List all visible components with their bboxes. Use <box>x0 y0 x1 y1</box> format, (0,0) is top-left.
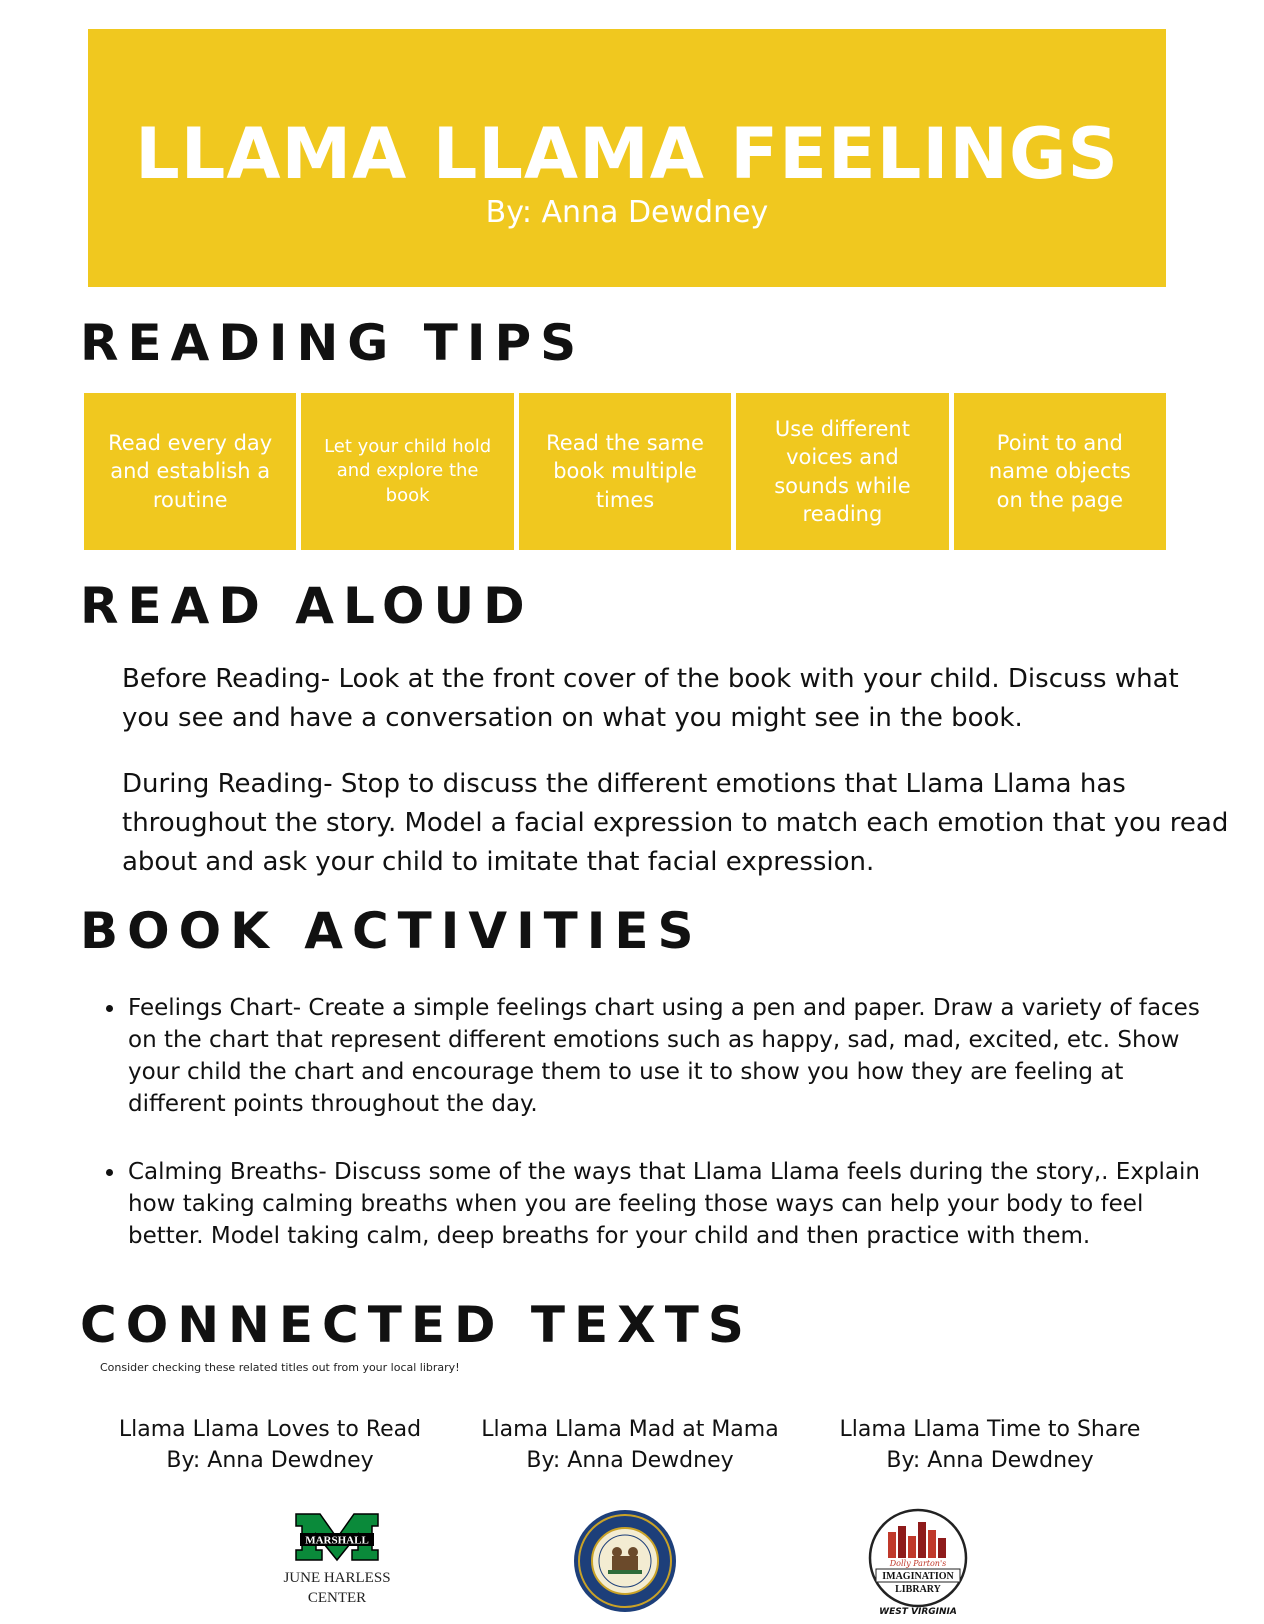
imagination-library-logo <box>866 1506 970 1620</box>
svg-text:CENTER: CENTER <box>307 1590 367 1606</box>
svg-text:MARSHALL: MARSHALL <box>305 1534 369 1547</box>
marshall-m-icon <box>282 1508 392 1618</box>
tip-card: Let your child hold and explore the book <box>301 393 513 550</box>
marshall-june-harless-logo <box>282 1508 392 1618</box>
list-item: Feelings Chart- Create a simple feelings chart using a pen and paper. Draw a variety of faces on the chart that represent different emotions such as happy, sad, mad, excited, etc. Show your child the chart and encourage them to use it to show you how they are feeling at different points throughout the day. <box>100 992 1200 1120</box>
book-activities-heading: BOOK ACTIVITIES <box>80 902 703 960</box>
page-author: By: Anna Dewdney <box>485 195 769 230</box>
svg-text:Dolly Parton's: Dolly Parton's <box>889 1559 947 1568</box>
tip-card: Read every day and establish a routine <box>84 393 296 550</box>
connected-texts-note: Consider checking these related titles out from your local library! <box>100 1361 460 1374</box>
title-banner <box>88 29 1166 287</box>
during-reading-paragraph: During Reading- Stop to discuss the different emotions that Llama Llama has throughout the story. Model a facial expression to match each emotion that you read about and ask your child to imitate that facial expression. <box>122 769 1229 877</box>
book-title: Llama Llama Time to Share <box>839 1417 1141 1442</box>
wv-department-of-education-seal <box>572 1508 678 1614</box>
book-title: Llama Llama Loves to Read <box>118 1417 422 1442</box>
reading-tips-row <box>84 393 1166 550</box>
tip-card: Read the same book multiple times <box>519 393 731 550</box>
activity-list <box>100 992 1200 1252</box>
list-item: Calming Breaths- Discuss some of the ways that Llama Llama feels during the story,. Explain how taking calming breaths when you are feeling those ways can help your body to feel better. Model taking calm, deep breaths for your child and then practice with them. <box>100 1156 1200 1252</box>
connected-texts-heading: CONNECTED TEXTS <box>80 1296 753 1354</box>
book-entry <box>100 1414 440 1476</box>
svg-text:IMAGINATION: IMAGINATION <box>882 1571 954 1582</box>
book-author: By: Anna Dewdney <box>886 1448 1094 1473</box>
book-title: Llama Llama Mad at Mama <box>481 1417 779 1442</box>
read-aloud-heading: READ ALOUD <box>80 577 534 635</box>
connected-books <box>100 1414 1160 1476</box>
svg-text:JUNE HARLESS: JUNE HARLESS <box>283 1570 391 1586</box>
book-author: By: Anna Dewdney <box>166 1448 374 1473</box>
book-author: By: Anna Dewdney <box>526 1448 734 1473</box>
svg-text:WEST VIRGINIA: WEST VIRGINIA <box>879 1607 957 1617</box>
tip-card: Point to and name objects on the page <box>954 393 1166 550</box>
page-title: LLAMA LLAMA FEELINGS <box>135 113 1119 195</box>
tip-card: Use different voices and sounds while reading <box>736 393 948 550</box>
book-entry <box>820 1414 1160 1476</box>
imagination-library-icon <box>866 1506 970 1620</box>
before-reading-paragraph: Before Reading- Look at the front cover of the book with your child. Discuss what you see and have a conversation on what you might see in the book. <box>122 664 1179 733</box>
state-seal-icon <box>572 1508 678 1614</box>
svg-text:LIBRARY: LIBRARY <box>895 1584 941 1595</box>
book-entry <box>460 1414 800 1476</box>
reading-tips-heading: READING TIPS <box>80 314 586 372</box>
